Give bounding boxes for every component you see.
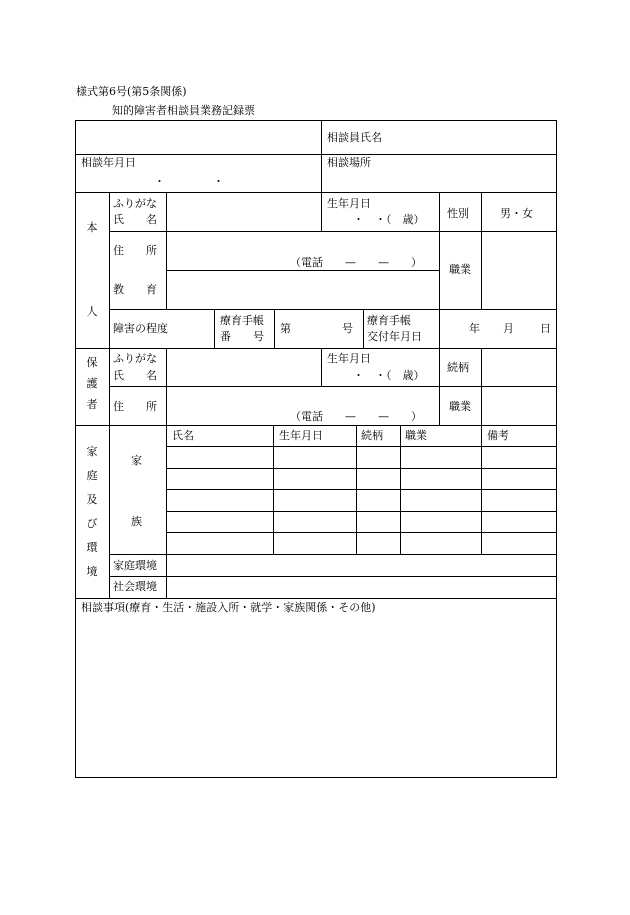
guardian-occupation-label: 職業	[449, 400, 471, 413]
family-section-label	[85, 445, 99, 589]
guardian-birth-label: 生年月日	[327, 352, 371, 365]
handbook-date-month: 月	[503, 322, 514, 335]
handbook-date-label-1: 療育手帳	[367, 314, 411, 327]
handbook-dai: 第	[280, 322, 291, 335]
social-environment-label: 社会環境	[113, 580, 157, 593]
person-gender-value: 男・女	[500, 207, 533, 220]
consultation-date-label: 相談年月日	[81, 156, 136, 169]
person-name-label: 氏 名	[113, 213, 157, 226]
record-form	[75, 120, 557, 778]
guardian-section-char: 保	[86, 356, 98, 369]
guardian-phone: （電話 — — ）	[290, 410, 422, 423]
handbook-date-label-2: 交付年月日	[367, 330, 422, 343]
family-section-char: 境	[86, 565, 98, 578]
family-col-relation: 続柄	[361, 429, 383, 442]
family-section-char: 庭	[86, 469, 98, 482]
person-phone: （電話 — — ）	[290, 256, 422, 269]
family-section-char: 家	[86, 445, 98, 458]
handbook-date-day: 日	[540, 322, 551, 335]
family-col-name: 氏名	[172, 429, 194, 442]
guardian-section-char: 護	[86, 377, 98, 390]
person-occupation-label: 職業	[449, 263, 471, 276]
guardian-name-label: 氏 名	[113, 369, 157, 382]
guardian-section-char: 者	[86, 398, 98, 411]
person-section-label-bottom: 人	[86, 305, 98, 318]
person-furigana-label: ふりがな	[113, 197, 157, 210]
person-education-label: 教 育	[113, 283, 157, 296]
guardian-relation-label: 続柄	[447, 361, 469, 374]
guardian-furigana-label: ふりがな	[113, 352, 157, 365]
consultation-date-dot-2: ・	[213, 175, 224, 188]
form-title: 知的障害者相談員業務記録票	[112, 104, 255, 117]
consultation-place-label: 相談場所	[327, 156, 371, 169]
guardian-address-label: 住 所	[113, 400, 157, 413]
family-col-notes: 備考	[487, 429, 509, 442]
family-section-char: 及	[86, 493, 98, 506]
guardian-section-label	[85, 356, 99, 419]
handbook-date-year: 年	[469, 322, 480, 335]
guardian-birth-format: ・ ・（ 歳）	[353, 369, 425, 382]
person-section-label-top: 本	[86, 221, 98, 234]
person-birth-label: 生年月日	[327, 197, 371, 210]
form-number: 様式第6号(第5条関係)	[76, 85, 187, 98]
person-gender-label: 性別	[447, 207, 469, 220]
family-label-char-1: 家	[131, 454, 142, 467]
person-address-label: 住 所	[113, 244, 157, 257]
family-label-char-2: 族	[131, 515, 142, 528]
handbook-number-label-2: 番 号	[220, 330, 264, 343]
family-section-char: 環	[86, 541, 98, 554]
consultation-date-dot-1: ・	[154, 175, 165, 188]
person-birth-format: ・ ・（ 歳）	[353, 213, 425, 226]
family-col-occupation: 職業	[405, 429, 427, 442]
person-disability-label: 障害の程度	[113, 322, 168, 335]
handbook-go: 号	[342, 322, 353, 335]
home-environment-label: 家庭環境	[113, 559, 157, 572]
family-col-birth: 生年月日	[279, 429, 323, 442]
consultation-items-label: 相談事項(療育・生活・施設入所・就学・家族関係・その他)	[81, 601, 376, 614]
handbook-number-label-1: 療育手帳	[220, 314, 264, 327]
family-section-char: び	[86, 517, 98, 530]
counselor-name-label: 相談員氏名	[327, 131, 382, 144]
